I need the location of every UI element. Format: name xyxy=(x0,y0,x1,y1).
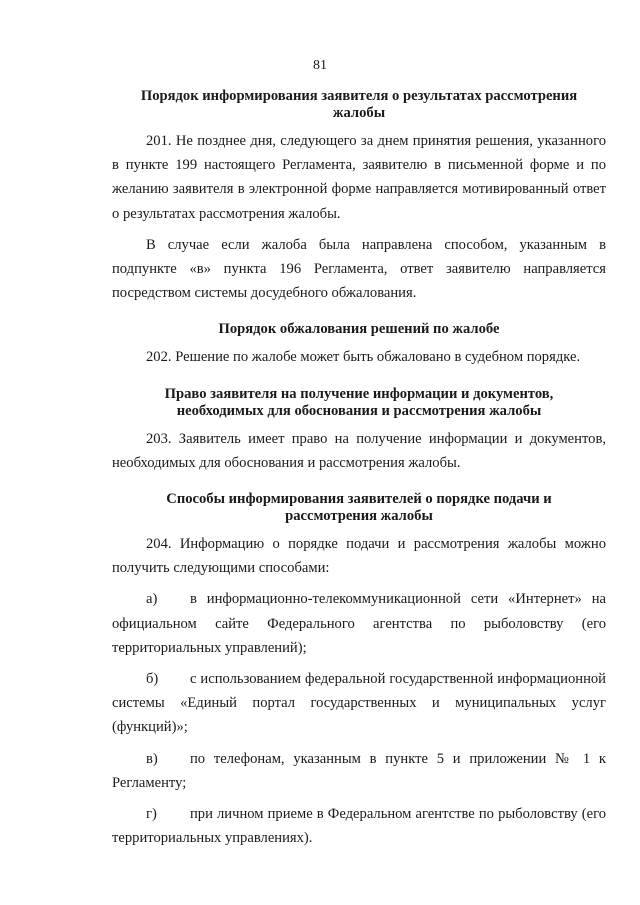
section-heading-appeal-order: Порядок обжалования решений по жалобе xyxy=(218,321,500,338)
list-text-v: по телефонам, указанным в пункте 5 и приложении № 1 к Регламенту; xyxy=(112,750,606,791)
list-marker-b: б) xyxy=(146,671,159,688)
list-item-v xyxy=(112,747,606,795)
section-heading-informing-result: Порядок информирования заявителя о результатах рассмотрения жалобы xyxy=(140,88,578,121)
page-number: 81 xyxy=(313,58,327,73)
paragraph-204: 204. Информацию о порядке подачи и рассмотрения жалобы можно получить следующими способами: xyxy=(112,536,606,577)
document-body xyxy=(112,88,606,850)
list-text-a: в информационно-телекоммуникационной сети «Интернет» на официальном сайте Федерального агентства по рыболовству (его территориальных управлений); xyxy=(112,591,606,656)
paragraph-201: 201. Не позднее дня, следующего за днем принятия решения, указанного в пункте 199 настоящего Регламента, заявителю в письменной форме и по желанию заявителя в электронной форме направляется мотивированный ответ о результатах рассмотрения жалобы. xyxy=(112,133,606,222)
list-text-g: при личном приеме в Федеральном агентстве по рыболовству (его территориальных управлениях). xyxy=(112,806,606,847)
list-marker-g: г) xyxy=(146,806,157,823)
list-marker-v: в) xyxy=(146,750,158,767)
paragraph-201-continued: В случае если жалоба была направлена способом, указанным в подпункте «в» пункта 196 Регламента, ответ заявителю направляется посредством системы досудебного обжалования. xyxy=(112,236,606,302)
list-marker-a: а) xyxy=(146,591,158,608)
list-text-b: с использованием федеральной государственной информационной системы «Единый портал государственных и муниципальных услуг (функций)»; xyxy=(112,671,606,736)
list-item-a xyxy=(112,587,606,660)
list-item-g xyxy=(112,802,606,850)
section-heading-right-to-information: Право заявителя на получение информации и документов, необходимых для обоснования и рассмотрения жалобы xyxy=(164,385,554,419)
section-heading-informing-methods: Способы информирования заявителей о порядке подачи и рассмотрения жалобы xyxy=(166,491,552,525)
paragraph-202: 202. Решение по жалобе может быть обжаловано в судебном порядке. xyxy=(146,349,581,366)
list-item-b xyxy=(112,667,606,740)
paragraph-203: 203. Заявитель имеет право на получение информации и документов, необходимых для обоснования и рассмотрения жалобы. xyxy=(112,430,606,471)
